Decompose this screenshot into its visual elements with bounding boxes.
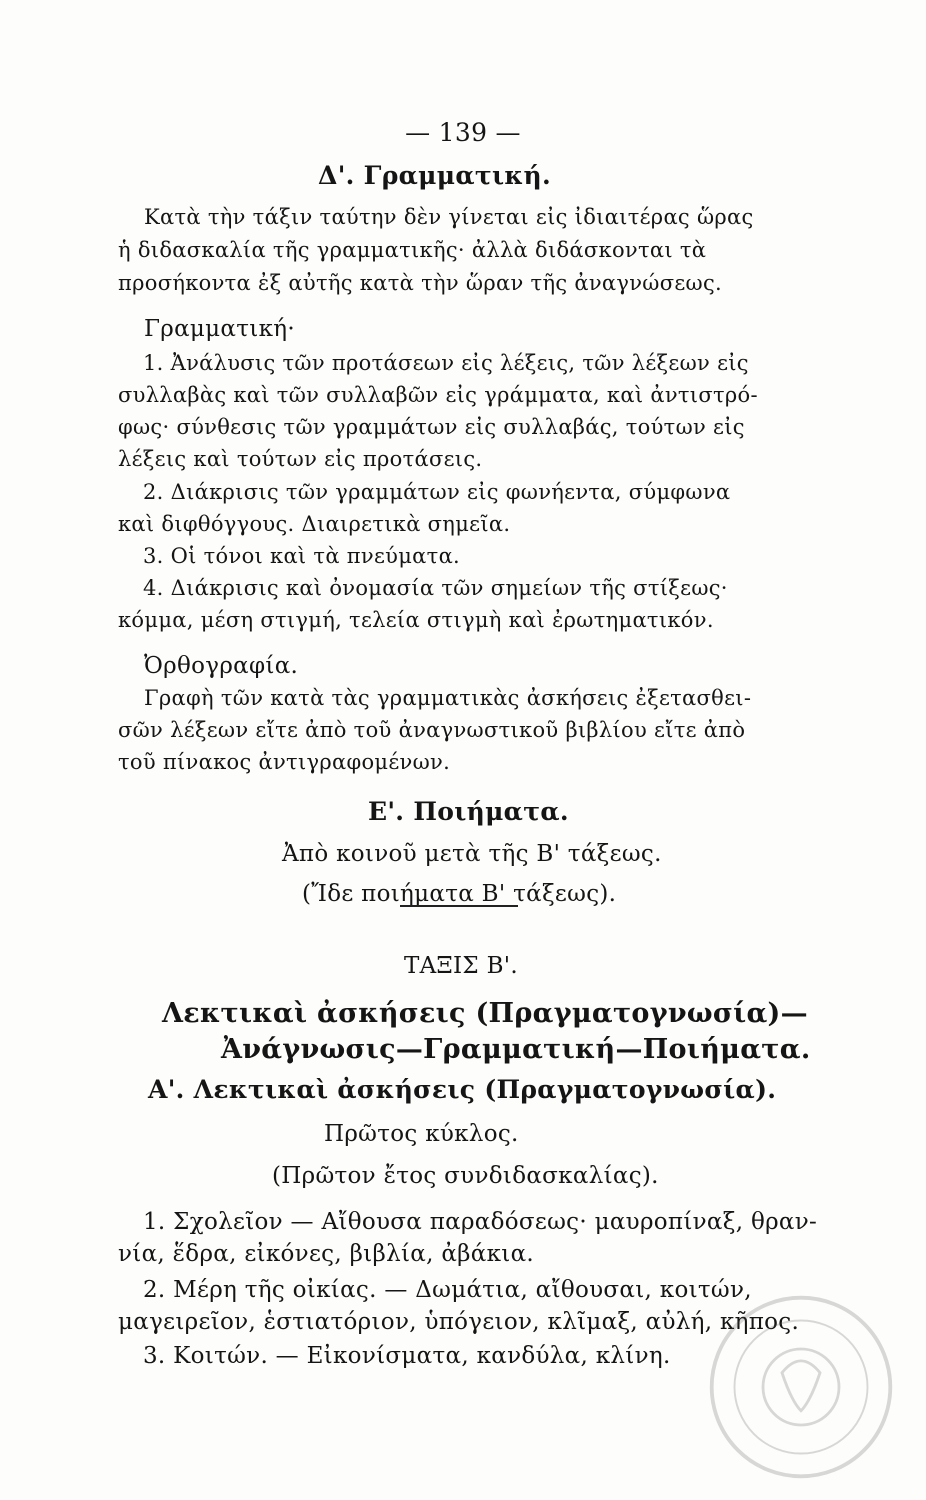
grammar-intro-line: προσήκοντα ἐξ αὐτῆς κατὰ τὴν ὥραν τῆς ἀναγνώσεως. xyxy=(118,271,723,295)
page-number: — 139 — xyxy=(405,118,521,147)
orthography-line: Γραφὴ τῶν κατὰ τὰς γραμματικὰς ἀσκήσεις ἐξετασθει- xyxy=(144,686,752,710)
section-divider xyxy=(400,905,518,907)
class-main-heading: Ἀνάγνωσις—Γραμματική—Ποιήματα. xyxy=(221,1034,811,1065)
library-stamp-icon xyxy=(706,1292,896,1482)
orthography-heading: Ὀρθογραφία. xyxy=(144,653,299,679)
class-item-line: 1. Σχολεῖον — Αἴθουσα παραδόσεως· μαυροπίναξ, θραν- xyxy=(143,1209,818,1235)
grammar-item-line: λέξεις καὶ τούτων εἰς προτάσεις. xyxy=(118,447,483,471)
class-title: ΤΑΞΙΣ Β'. xyxy=(404,953,519,979)
grammar-item-line: 3. Οἱ τόνοι καὶ τὰ πνεύματα. xyxy=(143,544,461,568)
grammar-heading: Δ'. Γραμματική. xyxy=(318,161,551,190)
grammar-intro-line: Κατὰ τὴν τάξιν ταύτην δὲν γίνεται εἰς ἰδιαιτέρας ὥρας xyxy=(144,205,754,229)
grammar-intro-line: ἡ διδασκαλία τῆς γραμματικῆς· ἀλλὰ διδάσκονται τὰ xyxy=(118,238,707,262)
class-section-heading: Α'. Λεκτικαὶ ἀσκήσεις (Πραγματογνωσία). xyxy=(148,1075,777,1104)
orthography-line: τοῦ πίνακος ἀντιγραφομένων. xyxy=(118,750,451,774)
grammar-item-line: 2. Διάκρισις τῶν γραμμάτων εἰς φωνήεντα, σύμφωνα xyxy=(143,480,731,504)
poems-line: Ἀπὸ κοινοῦ μετὰ τῆς Β' τάξεως. xyxy=(282,841,662,867)
grammar-item-line: φως· σύνθεσις τῶν γραμμάτων εἰς συλλαβάς, τούτων εἰς xyxy=(118,415,745,439)
class-item-line: 2. Μέρη τῆς οἰκίας. — Δωμάτια, αἴθουσαι, κοιτών, xyxy=(143,1277,752,1303)
class-item-line: 3. Κοιτών. — Εἰκονίσματα, κανδύλα, κλίνη. xyxy=(143,1343,671,1369)
poems-line: (Ἴδε ποιήματα Β' τάξεως). xyxy=(302,881,617,907)
poems-heading: Ε'. Ποιήματα. xyxy=(368,797,569,826)
grammar-item-line: συλλαβὰς καὶ τῶν συλλαβῶν εἰς γράμματα, καὶ ἀντιστρό- xyxy=(118,383,758,407)
class-main-heading: Λεκτικαὶ ἀσκήσεις (Πραγματογνωσία)— xyxy=(162,998,808,1029)
grammar-subheading: Γραμματική· xyxy=(144,316,295,342)
class-item-line: νία, ἕδρα, εἰκόνες, βιβλία, ἀβάκια. xyxy=(118,1241,535,1267)
year-heading: (Πρῶτον ἔτος συνδιδασκαλίας). xyxy=(272,1163,659,1189)
grammar-item-line: κόμμα, μέση στιγμή, τελεία στιγμὴ καὶ ἐρωτηματικόν. xyxy=(118,608,714,632)
grammar-item-line: καὶ διφθόγγους. Διαιρετικὰ σημεῖα. xyxy=(118,512,511,536)
grammar-item-line: 1. Ἀνάλυσις τῶν προτάσεων εἰς λέξεις, τῶν λέξεων εἰς xyxy=(143,351,749,375)
orthography-line: σῶν λέξεων εἴτε ἀπὸ τοῦ ἀναγνωστικοῦ βιβλίου εἴτε ἀπὸ xyxy=(118,718,746,742)
cycle-heading: Πρῶτος κύκλος. xyxy=(324,1121,519,1147)
class-item-line: μαγειρεῖον, ἑστιατόριον, ὑπόγειον, κλῖμαξ, αὐλή, κῆπος. xyxy=(118,1309,800,1335)
grammar-item-line: 4. Διάκρισις καὶ ὀνομασία τῶν σημείων τῆς στίξεως· xyxy=(143,576,728,600)
